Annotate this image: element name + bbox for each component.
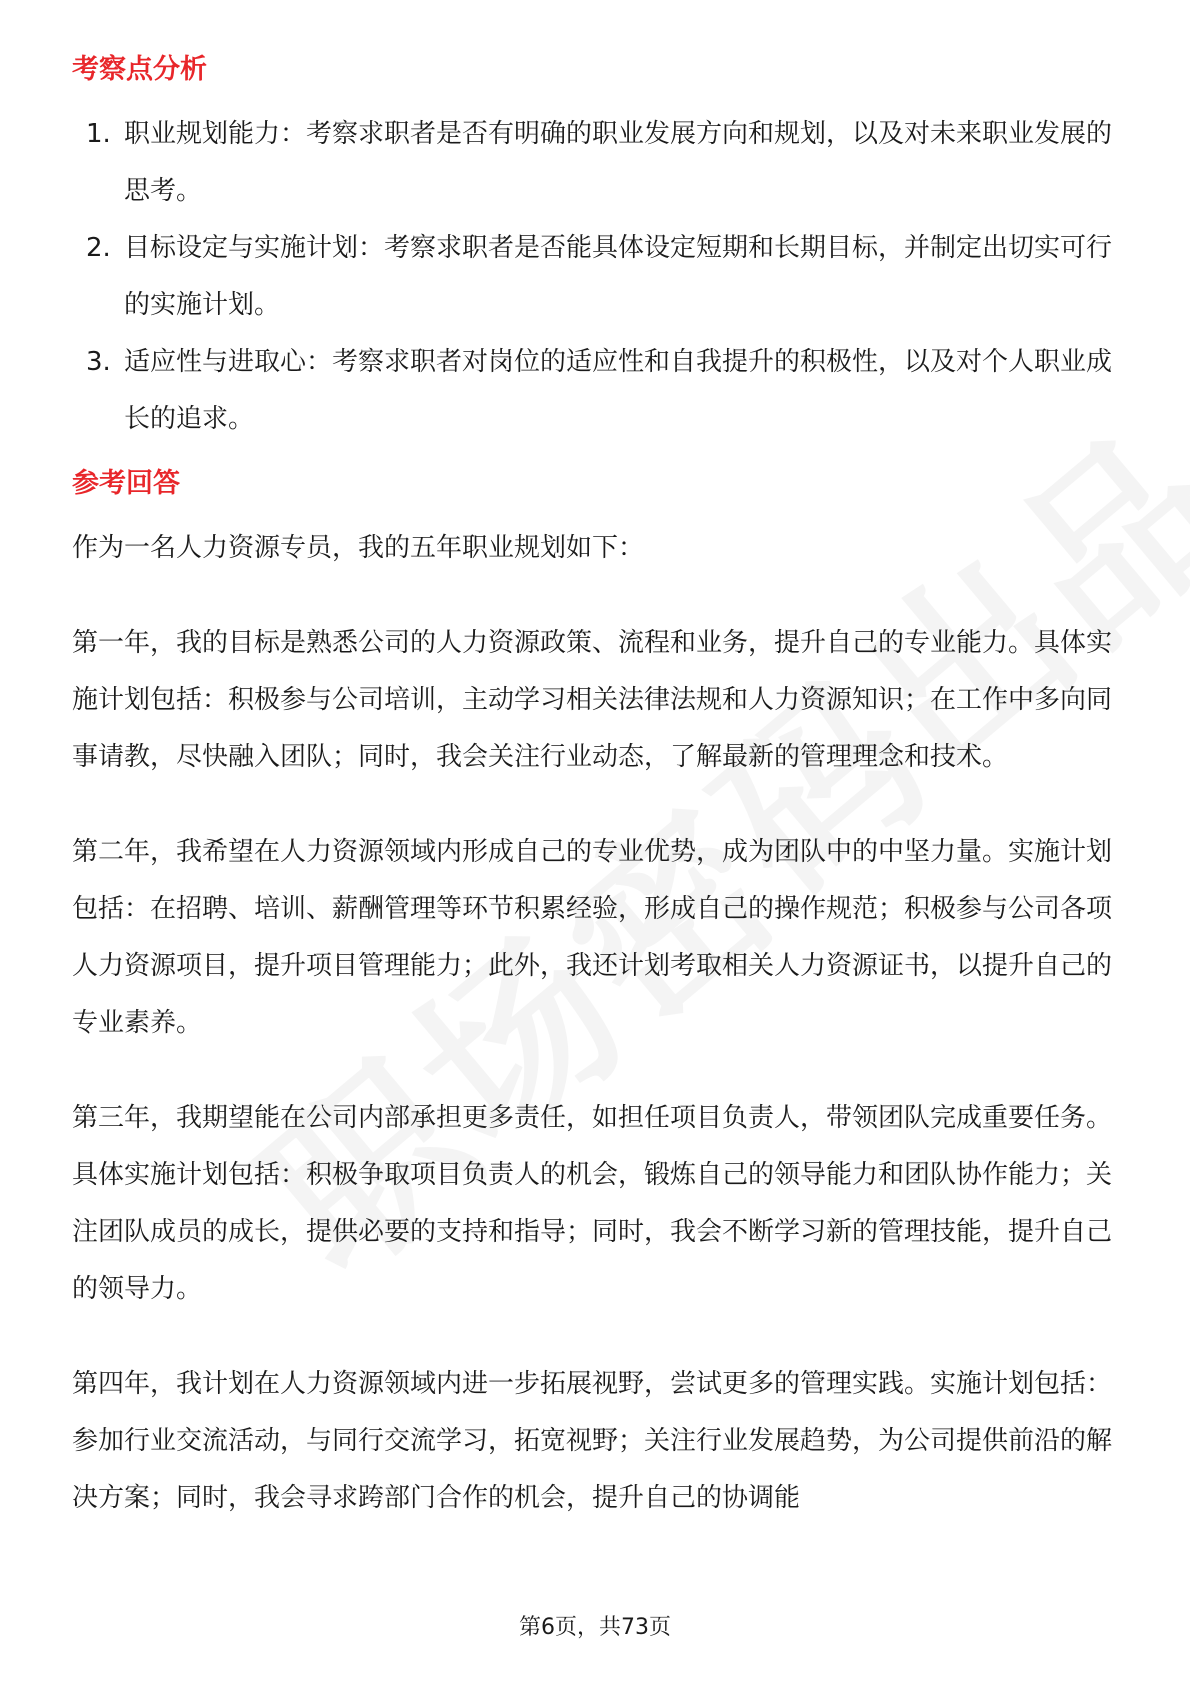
answer-paragraph-year-2: 第二年，我希望在人力资源领域内形成自己的专业优势，成为团队中的中坚力量。实施计划包括：在招聘、培训、薪酬管理等环节积累经验，形成自己的操作规范；积极参与公司各项人力资源项目，提升项目管理能力；此外，我还计划考取相关人力资源证书，以提升自己的专业素养。 — [72, 837, 1113, 1038]
point-number: 3. — [86, 347, 111, 377]
point-number: 1. — [86, 119, 111, 149]
analysis-heading: 考察点分析 — [72, 54, 207, 85]
page-number-footer: 第6页，共73页 — [519, 1615, 671, 1640]
analysis-points-list — [72, 106, 1120, 448]
analysis-point — [72, 334, 1120, 448]
page-content — [72, 42, 1120, 1527]
point-text: 目标设定与实施计划：考察求职者是否能具体设定短期和长期目标，并制定出切实可行的实施计划。 — [124, 233, 1113, 320]
analysis-point — [72, 106, 1120, 220]
answer-intro: 作为一名人力资源专员，我的五年职业规划如下： — [72, 533, 645, 563]
answer-paragraph-year-4: 第四年，我计划在人力资源领域内进一步拓展视野，尝试更多的管理实践。实施计划包括：参加行业交流活动，与同行交流学习，拓宽视野；关注行业发展趋势，为公司提供前沿的解决方案；同时，我会寻求跨部门合作的机会，提升自己的协调能 — [72, 1369, 1113, 1513]
point-text: 适应性与进取心：考察求职者对岗位的适应性和自我提升的积极性，以及对个人职业成长的追求。 — [124, 347, 1113, 434]
point-text: 职业规划能力：考察求职者是否有明确的职业发展方向和规划，以及对未来职业发展的思考。 — [124, 119, 1113, 206]
answer-paragraph-year-1: 第一年，我的目标是熟悉公司的人力资源政策、流程和业务，提升自己的专业能力。具体实施计划包括：积极参与公司培训，主动学习相关法律法规和人力资源知识；在工作中多向同事请教，尽快融入团队；同时，我会关注行业动态，了解最新的管理理念和技术。 — [72, 628, 1113, 772]
answer-heading: 参考回答 — [72, 468, 180, 499]
analysis-point — [72, 220, 1120, 334]
answer-paragraph-year-3: 第三年，我期望能在公司内部承担更多责任，如担任项目负责人，带领团队完成重要任务。具体实施计划包括：积极争取项目负责人的机会，锻炼自己的领导能力和团队协作能力；关注团队成员的成长，提供必要的支持和指导；同时，我会不断学习新的管理技能，提升自己的领导力。 — [72, 1103, 1113, 1304]
point-number: 2. — [86, 233, 111, 263]
